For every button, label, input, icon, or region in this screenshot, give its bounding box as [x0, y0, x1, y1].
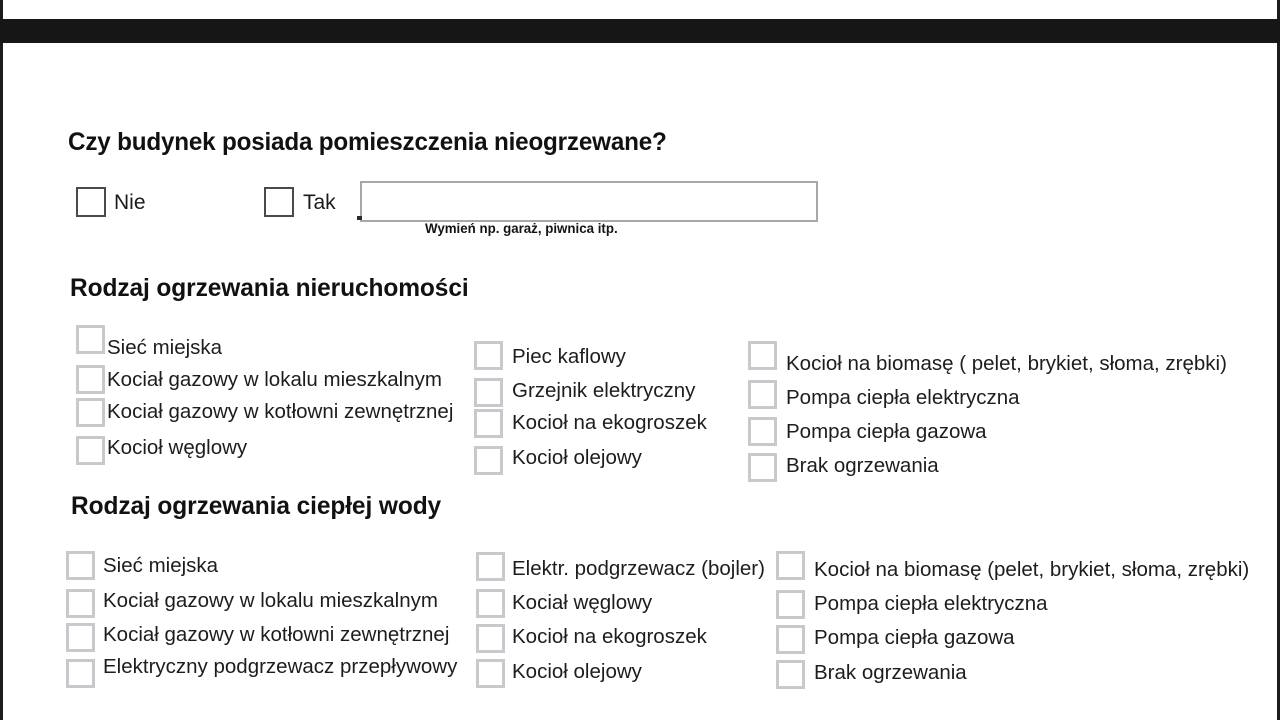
label-heating-c2-r4: Kocioł olejowy — [512, 446, 642, 469]
checkbox-heating-c2-r4[interactable] — [474, 446, 503, 475]
checkbox-heating-c3-r4[interactable] — [748, 453, 777, 482]
checkbox-heating-c2-r1[interactable] — [474, 341, 503, 370]
page-separator-band — [0, 19, 1280, 43]
label-water-c2-r1: Elektr. podgrzewacz (bojler) — [512, 557, 765, 580]
label-water-c3-r3: Pompa ciepła gazowa — [814, 626, 1015, 649]
label-water-c2-r4: Kocioł olejowy — [512, 660, 642, 683]
checkbox-heating-c1-r1[interactable] — [76, 325, 105, 354]
checkbox-heating-c1-r2[interactable] — [76, 365, 105, 394]
checkbox-water-c3-r4[interactable] — [776, 660, 805, 689]
label-water-c1-r2: Kociał gazowy w lokalu mieszkalnym — [103, 589, 438, 612]
label-heating-c2-r1: Piec kaflowy — [512, 345, 626, 368]
checkbox-water-c2-r2[interactable] — [476, 589, 505, 618]
checkbox-water-c3-r3[interactable] — [776, 625, 805, 654]
label-water-c3-r2: Pompa ciepła elektryczna — [814, 592, 1048, 615]
checkbox-water-c2-r1[interactable] — [476, 552, 505, 581]
label-water-c1-r1: Sieć miejska — [103, 554, 219, 577]
checkbox-heating-c1-r4[interactable] — [76, 436, 105, 465]
checkbox-water-c1-r4[interactable] — [66, 659, 95, 688]
label-heating-c1-r1: Sieć miejska — [107, 336, 223, 359]
unheated-rooms-hint: Wymień np. garaż, piwnica itp. — [425, 220, 618, 236]
checkbox-water-c2-r3[interactable] — [476, 624, 505, 653]
checkbox-heating-c1-r3[interactable] — [76, 398, 105, 427]
label-water-c3-r1: Kocioł na biomasę (pelet, brykiet, słoma, zrębki) — [814, 558, 1250, 581]
label-heating-c3-r1: Kocioł na biomasę ( pelet, brykiet, słoma, zrębki) — [786, 352, 1227, 375]
label-water-c1-r3: Kociał gazowy w kotłowni zewnętrznej — [103, 623, 450, 646]
page-left-border — [0, 0, 3, 720]
checkbox-water-c1-r2[interactable] — [66, 589, 95, 618]
checkbox-water-c2-r4[interactable] — [476, 659, 505, 688]
checkbox-heating-c3-r2[interactable] — [748, 380, 777, 409]
label-heating-c1-r2: Kociał gazowy w lokalu mieszkalnym — [107, 368, 442, 391]
question-title: Czy budynek posiada pomieszczenia nieogrzewane? — [68, 128, 667, 156]
water-section-title: Rodzaj ogrzewania ciepłej wody — [71, 492, 442, 520]
field-anchor-mark — [357, 216, 362, 220]
checkbox-heating-c3-r1[interactable] — [748, 341, 777, 370]
heating-section-title: Rodzaj ogrzewania nieruchomości — [70, 274, 469, 302]
label-water-c2-r2: Kociał węglowy — [512, 591, 653, 614]
label-heating-c3-r2: Pompa ciepła elektryczna — [786, 386, 1020, 409]
checkbox-tak[interactable] — [264, 187, 294, 217]
checkbox-water-c1-r1[interactable] — [66, 551, 95, 580]
checkbox-heating-c2-r3[interactable] — [474, 409, 503, 438]
checkbox-heating-c3-r3[interactable] — [748, 417, 777, 446]
checkbox-water-c1-r3[interactable] — [66, 623, 95, 652]
label-heating-c1-r4: Kocioł węglowy — [107, 436, 248, 459]
label-heating-c2-r2: Grzejnik elektryczny — [512, 379, 696, 402]
label-tak: Tak — [303, 191, 336, 214]
label-heating-c1-r3: Kociał gazowy w kotłowni zewnętrznej — [107, 400, 454, 423]
label-heating-c3-r4: Brak ogrzewania — [786, 454, 939, 477]
label-heating-c3-r3: Pompa ciepła gazowa — [786, 420, 987, 443]
checkbox-water-c3-r1[interactable] — [776, 551, 805, 580]
unheated-rooms-input[interactable] — [360, 181, 818, 222]
checkbox-water-c3-r2[interactable] — [776, 590, 805, 619]
label-water-c1-r4: Elektryczny podgrzewacz przepływowy — [103, 655, 458, 678]
label-nie: Nie — [114, 191, 146, 214]
checkbox-nie[interactable] — [76, 187, 106, 217]
label-water-c3-r4: Brak ogrzewania — [814, 661, 967, 684]
checkbox-heating-c2-r2[interactable] — [474, 378, 503, 407]
label-water-c2-r3: Kocioł na ekogroszek — [512, 625, 707, 648]
label-heating-c2-r3: Kocioł na ekogroszek — [512, 411, 707, 434]
